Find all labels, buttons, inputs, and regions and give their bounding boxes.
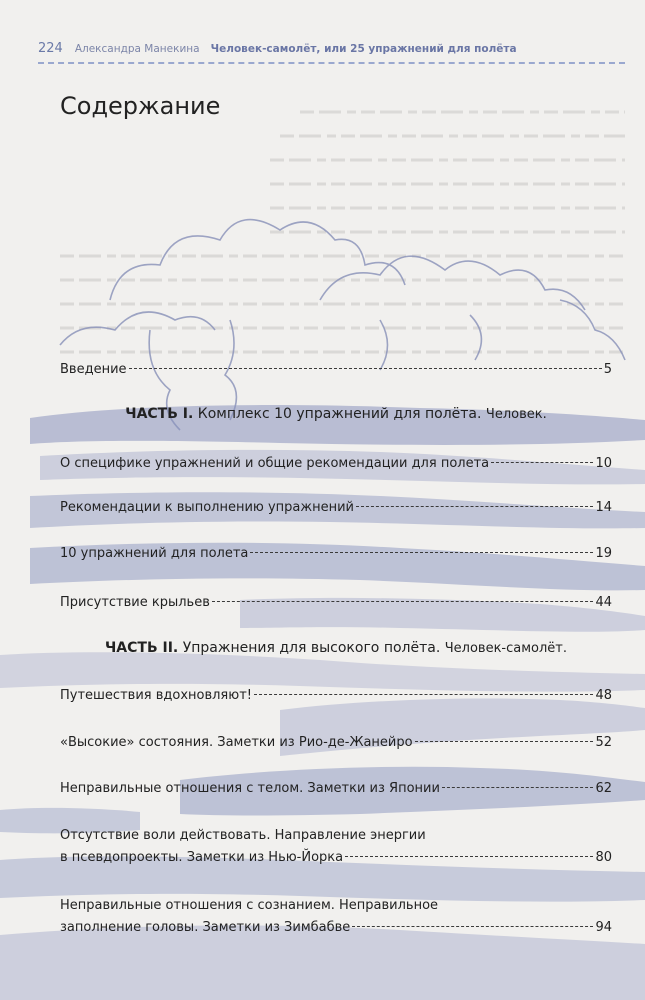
toc-entry	[60, 685, 612, 707]
toc-page-number: 48	[595, 688, 612, 703]
toc-entry-label: Неправильные отношения с телом. Заметки из Японии	[60, 781, 440, 796]
toc-entry	[60, 592, 612, 614]
toc-entry	[60, 732, 612, 754]
part-heading	[60, 637, 612, 660]
dot-leader	[415, 741, 594, 742]
dot-leader	[442, 787, 594, 788]
part-title: Комплекс 10 упражнений для полёта.	[197, 406, 482, 422]
running-header	[38, 37, 615, 63]
dot-leader	[345, 856, 593, 857]
toc-entry-label-line2: заполнение головы. Заметки из Зимбабве	[60, 920, 351, 935]
toc-page-number: 5	[603, 362, 612, 377]
dot-leader	[352, 926, 593, 927]
book-title: Человек-самолёт, или 25 упражнений для полёта	[210, 43, 517, 55]
part-label: ЧАСТЬ II.	[104, 640, 179, 656]
toc-entry-intro	[60, 359, 612, 381]
part-descriptor: Человек-самолёт.	[444, 641, 567, 656]
page-title: Содержание	[60, 92, 221, 120]
toc-entry-label: О специфике упражнений и общие рекомендации для полета	[60, 456, 490, 471]
toc-entry-label: Присутствие крыльев	[60, 595, 210, 610]
toc-page-number: 44	[595, 595, 612, 610]
part-label: ЧАСТЬ I.	[125, 406, 194, 422]
toc-entry	[60, 778, 612, 800]
part-heading	[60, 403, 612, 426]
toc-entry-label: 10 упражнений для полета	[60, 546, 249, 561]
toc-page-number: 80	[595, 850, 612, 865]
dot-leader	[129, 368, 602, 369]
toc-entry-label: Рекомендации к выполнению упражнений	[60, 500, 354, 515]
toc-entry-label: «Высокие» состояния. Заметки из Рио-де-Жанейро	[60, 735, 413, 750]
toc-entry-label: Введение	[60, 362, 127, 377]
header-divider	[38, 62, 625, 64]
toc-entry	[60, 453, 612, 475]
toc-entry	[60, 543, 612, 565]
page-number: 224	[38, 41, 63, 56]
author-name: Александра Манекина	[74, 43, 200, 55]
toc-entry-label-line1: Неправильные отношения с сознанием. Неправильное	[60, 898, 439, 913]
part-title: Упражнения для высокого полёта.	[182, 640, 441, 656]
toc-entry-label: Путешествия вдохновляют!	[60, 688, 252, 703]
toc-page-number: 94	[595, 920, 612, 935]
toc-page-number: 19	[595, 546, 612, 561]
toc-entry	[60, 895, 612, 939]
dot-leader	[356, 506, 593, 507]
toc-entry-label-line1: Отсутствие воли действовать. Направление энергии	[60, 828, 426, 843]
dot-leader	[212, 601, 594, 602]
toc-entry-label-line2: в псевдопроекты. Заметки из Нью-Йорка	[60, 850, 344, 865]
toc-page-number: 62	[595, 781, 612, 796]
dot-leader	[254, 694, 593, 695]
toc-entry	[60, 825, 612, 869]
toc-page-number: 10	[595, 456, 612, 471]
toc-entry	[60, 497, 612, 519]
toc-page-number: 14	[595, 500, 612, 515]
dot-leader	[250, 552, 593, 553]
dot-leader	[491, 462, 593, 463]
part-descriptor: Человек.	[485, 407, 547, 422]
toc-page-number: 52	[595, 735, 612, 750]
